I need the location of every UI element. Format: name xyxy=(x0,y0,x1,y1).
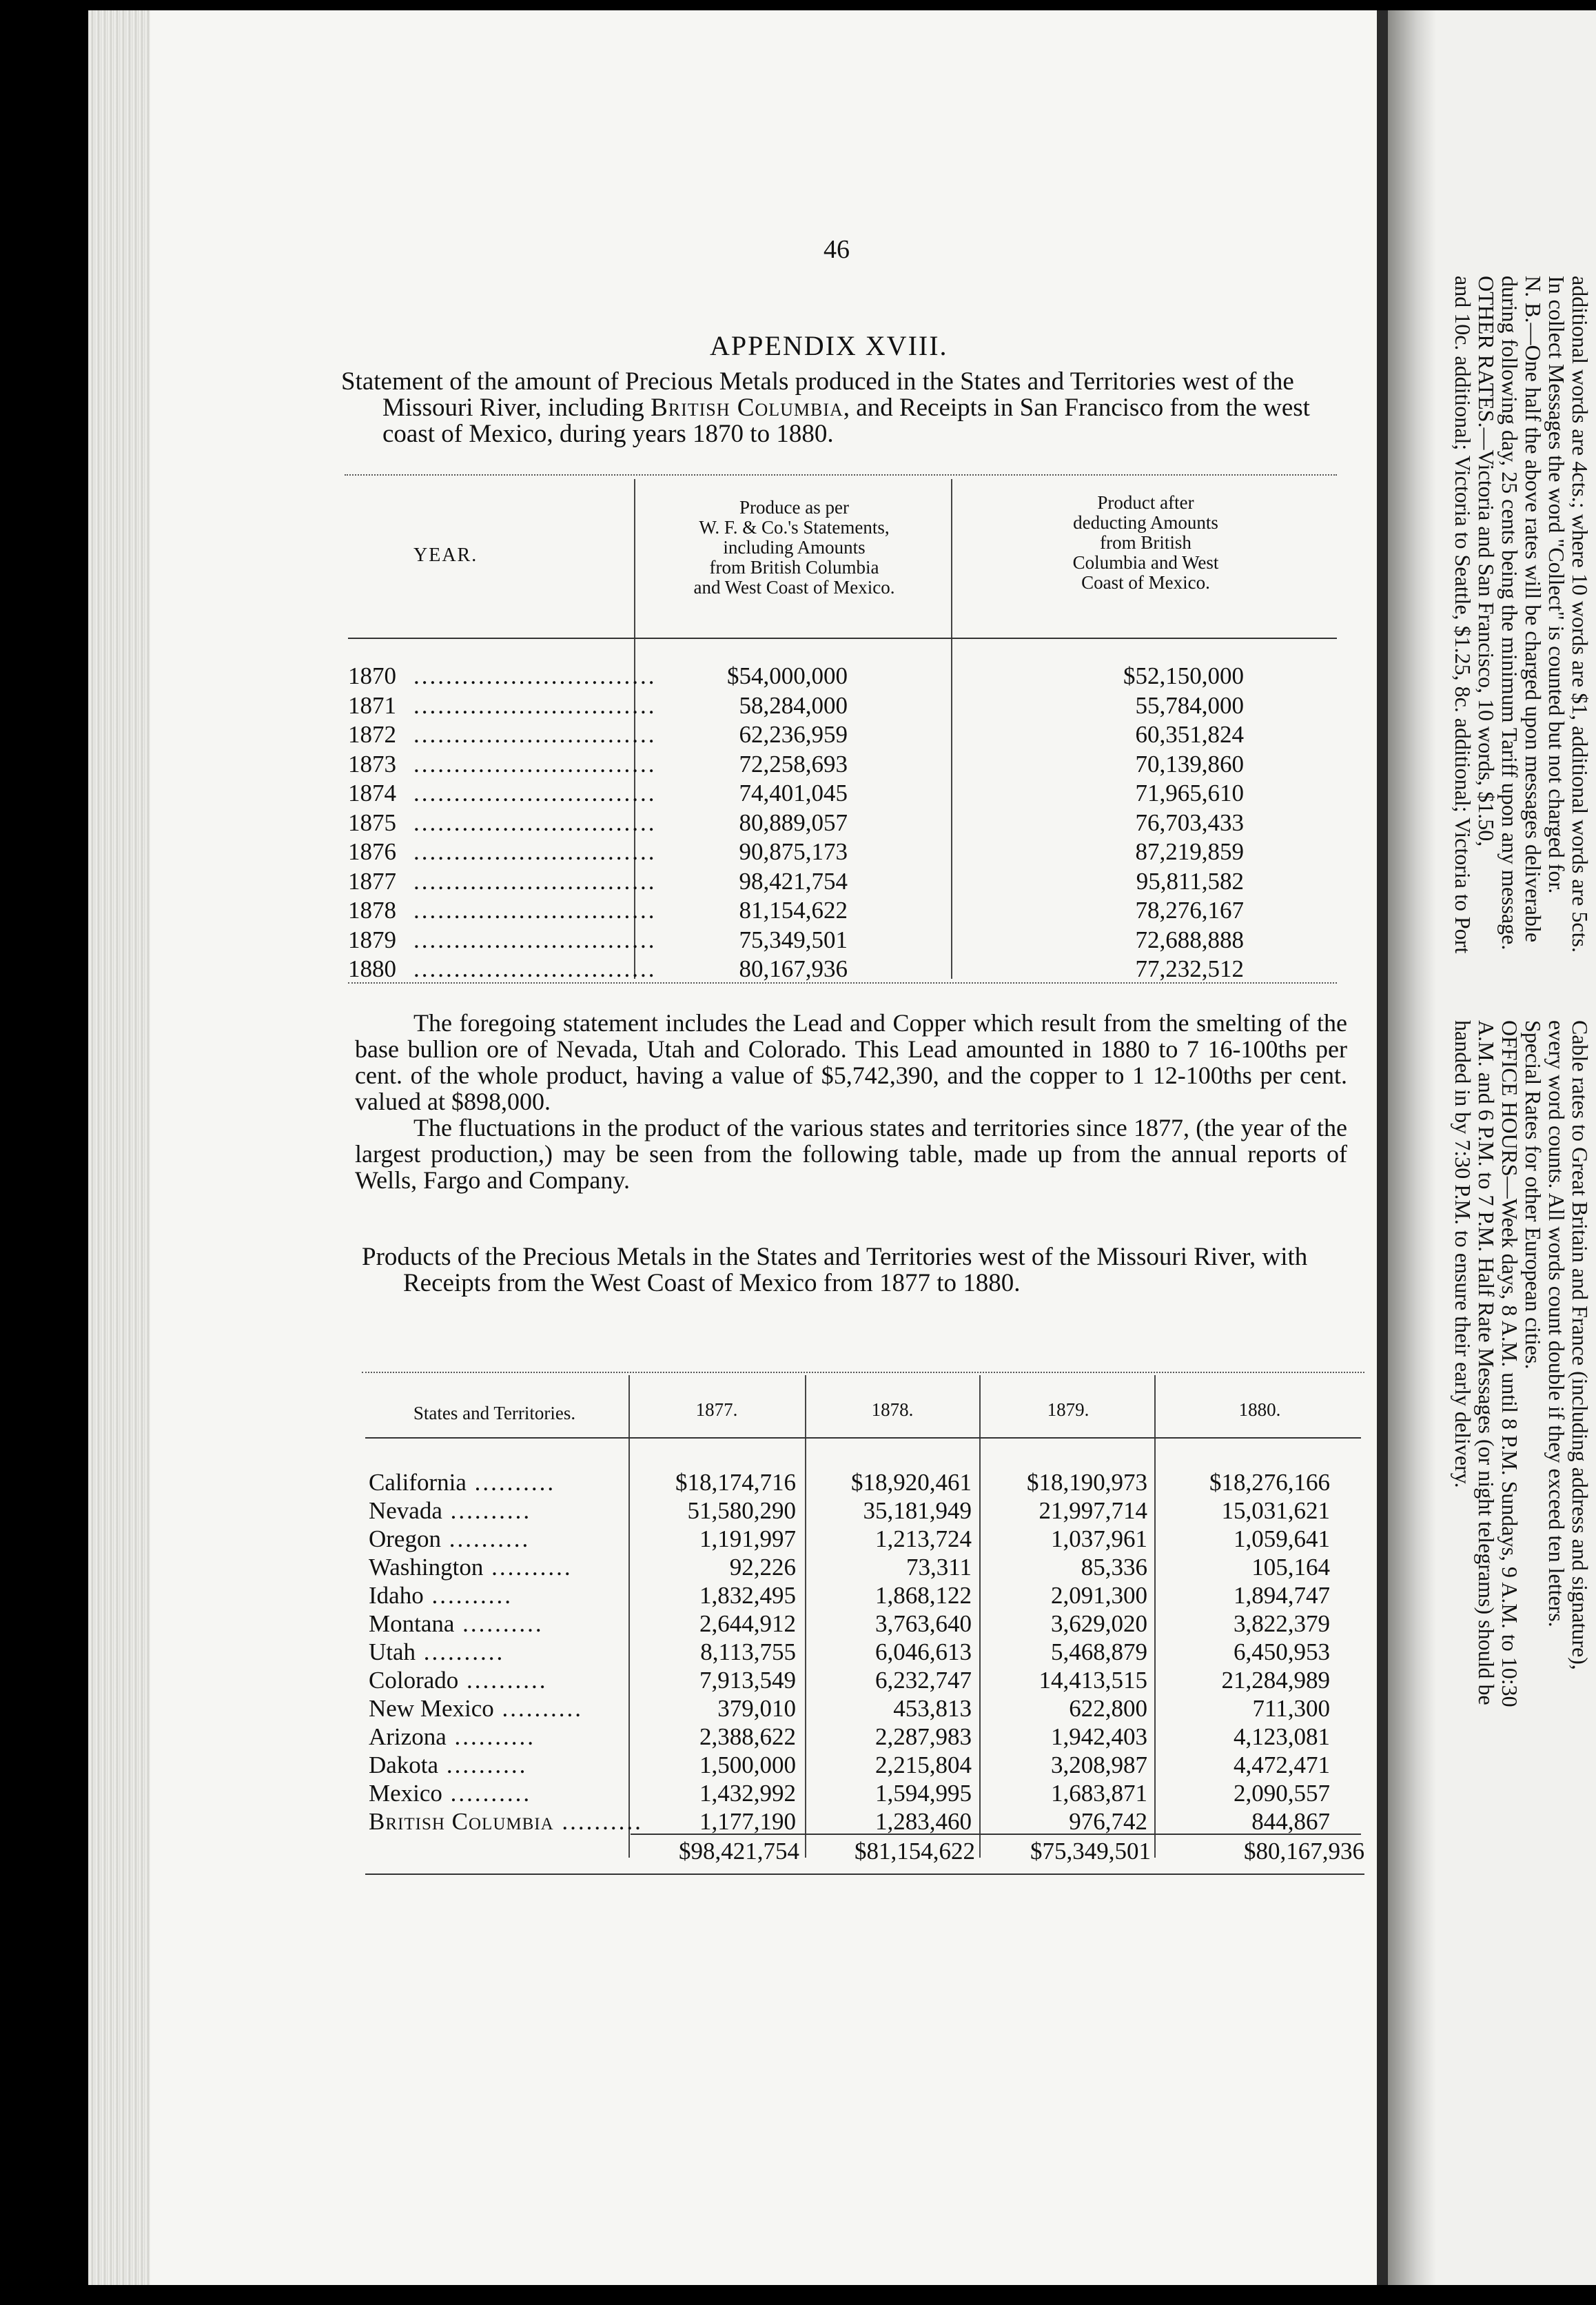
table2-value: 21,997,714 xyxy=(1039,1497,1147,1524)
table1-produce-value: $54,000,000 xyxy=(727,662,848,689)
facing-right-column xyxy=(1451,1020,1593,1707)
table2-state-name: Colorado .......... xyxy=(369,1667,548,1694)
table2-state-name: Arizona .......... xyxy=(369,1723,535,1750)
table2-state-name: Utah .......... xyxy=(369,1638,505,1665)
table2-value: 92,226 xyxy=(729,1554,796,1581)
table1-product-value: 87,219,859 xyxy=(1135,838,1244,865)
table2-value: 711,300 xyxy=(1252,1695,1330,1722)
facing-line: Cable rates to Great Britain and France (including address and signature), xyxy=(1568,1020,1593,1670)
table2-value: 85,336 xyxy=(1081,1554,1147,1581)
paragraph-1: The foregoing statement includes the Lead and Copper which result from the smelting of the base bullion ore of Nevada, Utah and Colorado. This Lead amounted in 1880 to 7 16-100ths per cent. of the whole product, having a value of $5,742,390, and the copper to 1 12-100ths per cent. valued at $898,000. xyxy=(355,1009,1347,1115)
table2-value: 2,644,912 xyxy=(699,1610,796,1637)
leader-dots: .............................. xyxy=(413,662,657,689)
table2-total: $80,167,936 xyxy=(1244,1838,1364,1865)
paragraph-2: The fluctuations in the product of the various states and territories since 1877, (the year of the largest production,) may be seen from the following table, made up from the annual reports of Wells, Fargo and Company. xyxy=(355,1114,1347,1194)
table1-year: 1870 xyxy=(348,662,396,689)
leader-dots: .......... xyxy=(458,1667,548,1694)
table2-value: 1,868,122 xyxy=(875,1582,972,1609)
table2-total: $75,349,501 xyxy=(1030,1838,1151,1865)
leader-dots: .......... xyxy=(493,1695,584,1722)
table1-year: 1878 xyxy=(348,897,396,924)
intro-text-end: , and Receipts in San Francisco from the west coast of Mexico, during years 1870 to 1880. xyxy=(382,394,1310,448)
leader-dots: .......... xyxy=(416,1638,505,1665)
table2-value: 1,942,403 xyxy=(1051,1723,1147,1750)
table2-total-rule xyxy=(631,1834,1361,1835)
table2-total: $98,421,754 xyxy=(679,1838,799,1865)
leader-dots: .............................. xyxy=(413,868,657,895)
facing-line: N. B.—One half the above rates will be charged upon messages deliverable xyxy=(1521,276,1546,943)
table2-state-name: California .......... xyxy=(369,1469,556,1496)
table1-product-value: 71,965,610 xyxy=(1135,780,1244,806)
table2-value: 844,867 xyxy=(1251,1808,1330,1835)
table2-value: 1,683,871 xyxy=(1051,1780,1147,1807)
table2-value: 6,232,747 xyxy=(875,1667,972,1694)
table2-value: $18,920,461 xyxy=(851,1469,972,1496)
table1-product-header xyxy=(954,493,1337,593)
table2-value: 2,215,804 xyxy=(875,1751,972,1778)
table1-year: 1879 xyxy=(348,926,396,953)
table2-value: 1,213,724 xyxy=(875,1525,972,1552)
leader-dots: .......... xyxy=(553,1808,643,1835)
leader-dots: .............................. xyxy=(413,721,657,748)
table2-caption-text: Products of the Precious Metals in the States and Territories west of the Missouri River, with Receipts from the West Coast of Mexico from 1877 to 1880. xyxy=(362,1243,1308,1297)
table2-value: 7,913,549 xyxy=(699,1667,796,1694)
table2-caption xyxy=(362,1244,1361,1297)
facing-line: A.M. and 6 P.M. to 7 P.M. Half Rate Messages (or night telegrams) should be xyxy=(1474,1020,1499,1705)
table1-product-value: 70,139,860 xyxy=(1135,751,1244,778)
table2-value: 51,580,290 xyxy=(687,1497,796,1524)
table1-year: 1874 xyxy=(348,780,396,806)
leader-dots: .......... xyxy=(446,1723,535,1750)
table2-value: 1,594,995 xyxy=(875,1780,972,1807)
table1-produce-value: 81,154,622 xyxy=(739,897,848,924)
table1-product-value: 95,811,582 xyxy=(1136,868,1244,895)
table1-produce-value: 74,401,045 xyxy=(739,780,848,806)
table2-year-header: 1878. xyxy=(871,1399,914,1420)
header-line: Produce as per xyxy=(739,497,849,518)
leader-dots: .............................. xyxy=(413,897,657,924)
table1-produce-value: 80,167,936 xyxy=(739,955,848,982)
table2-bottom-rule xyxy=(365,1874,1364,1875)
table1-produce-value: 90,875,173 xyxy=(739,838,848,865)
table2-state-name: Montana .......... xyxy=(369,1610,544,1637)
facing-line: during following day, 25 cents being the minimum Tariff upon any message. xyxy=(1497,276,1522,951)
facing-left-column xyxy=(1451,276,1592,993)
page-edge xyxy=(88,10,150,2285)
leader-dots: .............................. xyxy=(413,838,657,865)
table1-produce-value: 75,349,501 xyxy=(739,926,848,953)
table1-produce-value: 98,421,754 xyxy=(739,868,848,895)
facing-line: every word counts. All words count double if they exceed ten letters. xyxy=(1544,1020,1569,1627)
table1-year: 1876 xyxy=(348,838,396,865)
table1-produce-value: 80,889,057 xyxy=(739,809,848,836)
facing-line: In collect Messages the word "Collect" is counted but not charged for. xyxy=(1544,276,1569,894)
facing-page-text xyxy=(1451,276,1593,1707)
table2-header-rule xyxy=(365,1437,1361,1439)
table2-value: 1,191,997 xyxy=(699,1525,796,1552)
table2-total: $81,154,622 xyxy=(855,1838,975,1865)
leader-dots: .......... xyxy=(440,1525,531,1552)
table1-year: 1875 xyxy=(348,809,396,836)
leader-dots: .............................. xyxy=(413,926,657,953)
table2-value: 1,894,747 xyxy=(1234,1582,1330,1609)
header-line: Coast of Mexico. xyxy=(1081,572,1210,593)
header-line: W. F. & Co.'s Statements, xyxy=(699,517,890,538)
table2-value: 21,284,989 xyxy=(1221,1667,1330,1694)
table2-state-name: Nevada .......... xyxy=(369,1497,532,1524)
table2-year-header: 1880. xyxy=(1238,1399,1281,1420)
header-line: Columbia and West xyxy=(1072,552,1219,573)
table2-value: 1,283,460 xyxy=(875,1808,972,1835)
table2-value: 3,208,987 xyxy=(1051,1751,1147,1778)
table2-value: $18,174,716 xyxy=(675,1469,796,1496)
table2-value: 2,090,557 xyxy=(1234,1780,1330,1807)
table2-value: 379,010 xyxy=(717,1695,796,1722)
leader-dots: .......... xyxy=(423,1582,513,1609)
table2-state-name: Mexico .......... xyxy=(369,1780,532,1807)
table1-product-value: 72,688,888 xyxy=(1135,926,1244,953)
table2-value: 105,164 xyxy=(1251,1554,1330,1581)
table2-value: 73,311 xyxy=(906,1554,972,1581)
table2-value: 622,800 xyxy=(1069,1695,1147,1722)
facing-line: and 10c. additional; Victoria to Seattle, $1.25, 8c. additional; Victoria to Port xyxy=(1451,276,1475,954)
intro-british-columbia: British Columbia xyxy=(651,394,843,422)
table1-header-rule xyxy=(348,638,1337,639)
leader-dots: .......... xyxy=(466,1469,556,1496)
table2-value: 1,177,190 xyxy=(699,1808,796,1835)
table2-states-header: States and Territories. xyxy=(413,1403,576,1423)
table2-value: 35,181,949 xyxy=(863,1497,972,1524)
table2-state-name: British Columbia .......... xyxy=(369,1808,643,1835)
header-line: from British Columbia xyxy=(709,557,879,578)
table2-value: 1,432,992 xyxy=(699,1780,796,1807)
facing-line: OTHER RATES.—Victoria and San Francisco, 10 words, $1.50, xyxy=(1474,276,1499,847)
table2-value: 5,468,879 xyxy=(1051,1638,1147,1665)
table2-value: 1,500,000 xyxy=(699,1751,796,1778)
table2-value: 1,832,495 xyxy=(699,1582,796,1609)
leader-dots: .............................. xyxy=(413,955,657,982)
leader-dots: .............................. xyxy=(413,780,657,806)
table2-state-name: New Mexico .......... xyxy=(369,1695,584,1722)
header-line: deducting Amounts xyxy=(1073,512,1218,533)
table2-value: 3,822,379 xyxy=(1234,1610,1330,1637)
table2-value: 1,037,961 xyxy=(1051,1525,1147,1552)
table2-value: 2,091,300 xyxy=(1051,1582,1147,1609)
table1-product-value: $52,150,000 xyxy=(1123,662,1244,689)
facing-line: additional words are 4cts.; where 10 words are $1, additional words are 5cts. xyxy=(1568,276,1593,953)
table1-year-header: YEAR. xyxy=(413,545,478,566)
facing-line: Special Rates for other European cities. xyxy=(1521,1020,1546,1370)
leader-dots: .......... xyxy=(454,1610,544,1637)
table1-produce-value: 72,258,693 xyxy=(739,751,848,778)
table2-state-name: Washington .......... xyxy=(369,1554,573,1581)
table2-value: 14,413,515 xyxy=(1039,1667,1147,1694)
table1-year: 1877 xyxy=(348,868,396,895)
table2-value: 4,472,471 xyxy=(1234,1751,1330,1778)
body-paragraphs xyxy=(355,1010,1347,1193)
appendix-heading: APPENDIX XVIII. xyxy=(710,330,948,361)
table1-product-value: 77,232,512 xyxy=(1135,955,1244,982)
table1-year: 1872 xyxy=(348,721,396,748)
facing-page-gutter xyxy=(1388,10,1436,2285)
facing-line: handed in by 7:30 P.M. to ensure their early delivery. xyxy=(1451,1020,1475,1488)
table2-value: 6,046,613 xyxy=(875,1638,972,1665)
table2-value: 1,059,641 xyxy=(1234,1525,1330,1552)
table2-state-name: Idaho .......... xyxy=(369,1582,513,1609)
header-line: including Amounts xyxy=(723,537,866,558)
leader-dots: .............................. xyxy=(413,809,657,836)
leader-dots: .............................. xyxy=(413,751,657,778)
table2-value: 4,123,081 xyxy=(1234,1723,1330,1750)
table1-divider xyxy=(951,479,952,979)
table2-year-header: 1877. xyxy=(695,1399,738,1420)
table2-value: 976,742 xyxy=(1069,1808,1147,1835)
table1-year: 1880 xyxy=(348,955,396,982)
table2-value: $18,190,973 xyxy=(1027,1469,1147,1496)
table1-year: 1871 xyxy=(348,692,396,719)
table1-produce-header xyxy=(637,498,951,598)
intro-text: Statement of the amount of Precious Metals produced in the States and Territories west of the Missouri River, including xyxy=(341,367,1294,422)
table2-value: $18,276,166 xyxy=(1209,1469,1330,1496)
table2-value: 2,287,983 xyxy=(875,1723,972,1750)
table2-state-name: Oregon .......... xyxy=(369,1525,531,1552)
table2-value: 15,031,621 xyxy=(1221,1497,1330,1524)
leader-dots: .......... xyxy=(438,1751,528,1778)
table2-value: 2,388,622 xyxy=(699,1723,796,1750)
header-line: Product after xyxy=(1097,492,1194,513)
table1-produce-value: 58,284,000 xyxy=(739,692,848,719)
leader-dots: .......... xyxy=(483,1554,573,1581)
table1-product-value: 76,703,433 xyxy=(1135,809,1244,836)
page-number: 46 xyxy=(823,235,850,264)
facing-line: OFFICE HOURS—Week days, 8 A.M. until 8 P.M. Sundays, 9 A.M. to 10:30 xyxy=(1497,1020,1522,1707)
table2-state-name: Dakota .......... xyxy=(369,1751,528,1778)
leader-dots: .......... xyxy=(442,1497,532,1524)
table1-produce-value: 62,236,959 xyxy=(739,721,848,748)
table2-year-header: 1879. xyxy=(1047,1399,1089,1420)
book-spine xyxy=(1377,10,1388,2285)
header-line: from British xyxy=(1100,532,1191,553)
intro-statement xyxy=(341,369,1340,447)
header-line: and West Coast of Mexico. xyxy=(693,577,895,598)
table2-top-rule xyxy=(362,1372,1364,1373)
table1-year: 1873 xyxy=(348,751,396,778)
table1-bottom-rule xyxy=(348,982,1337,984)
table1-top-rule xyxy=(345,474,1337,476)
table1-product-value: 78,276,167 xyxy=(1135,897,1244,924)
table2-value: 6,450,953 xyxy=(1234,1638,1330,1665)
table2-value: 453,813 xyxy=(893,1695,972,1722)
table1-product-value: 55,784,000 xyxy=(1135,692,1244,719)
table2-value: 8,113,755 xyxy=(700,1638,796,1665)
leader-dots: .............................. xyxy=(413,692,657,719)
leader-dots: .......... xyxy=(442,1780,532,1807)
table2-value: 3,629,020 xyxy=(1051,1610,1147,1637)
table2-value: 3,763,640 xyxy=(875,1610,972,1637)
table1-product-value: 60,351,824 xyxy=(1135,721,1244,748)
